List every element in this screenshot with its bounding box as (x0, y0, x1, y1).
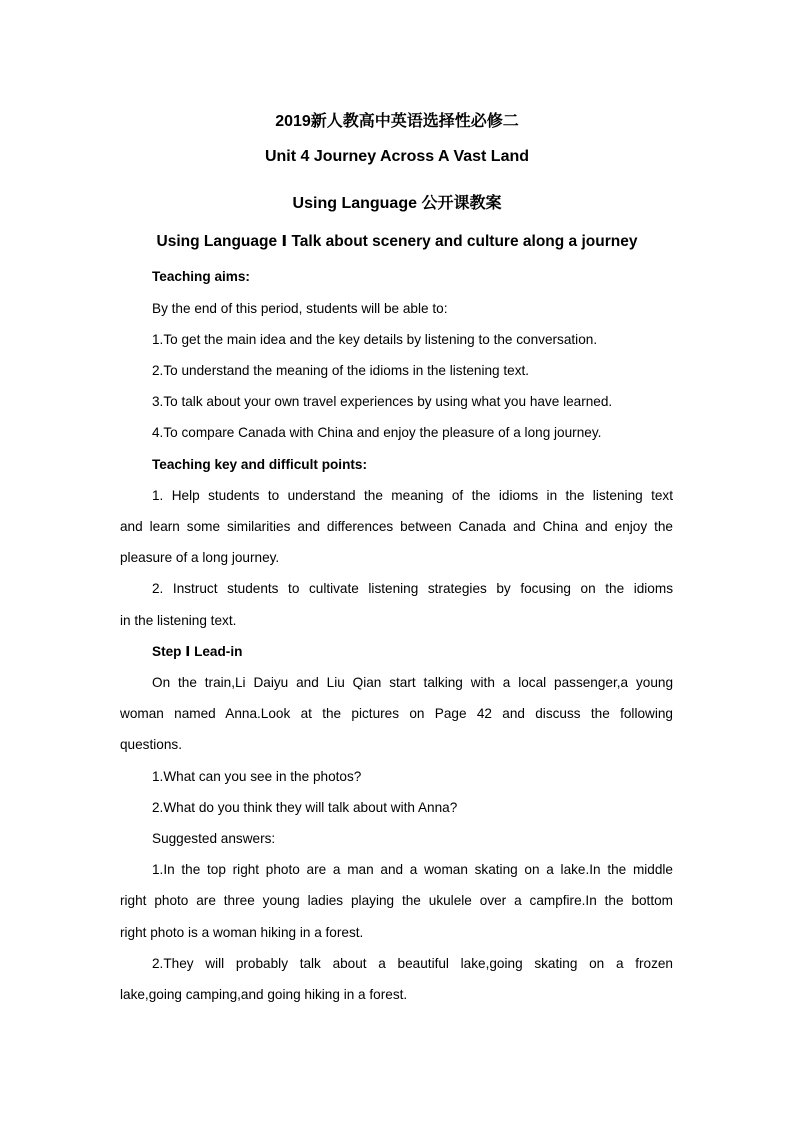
unit-title: Unit 4 Journey Across A Vast Land (264, 148, 530, 165)
key-point-line: and learn some similarities and differences between Canada and China and enjoy the (120, 519, 673, 534)
step1-paragraph-line: woman named Anna.Look at the pictures on Page 42 and discuss the following (120, 706, 673, 721)
answer-line: right photo are three young ladies playing the ukulele over a campfire.In the bottom (120, 893, 673, 908)
aim-item: 2.To understand the meaning of the idioms in the listening text. (152, 363, 530, 378)
key-point-line: in the listening text. (120, 613, 237, 628)
key-points-heading: Teaching key and difficult points: (152, 457, 367, 472)
answer-line: 2.They will probably talk about a beautiful lake,going skating on a frozen (152, 956, 673, 971)
question-item: 1.What can you see in the photos? (152, 769, 362, 784)
step1-paragraph-line: questions. (120, 737, 182, 752)
step1-paragraph-line: On the train,Li Daiyu and Liu Qian start talking with a local passenger,a young (152, 675, 673, 690)
answer-line: lake,going camping,and going hiking in a forest. (120, 987, 408, 1002)
teaching-aims-heading: Teaching aims: (152, 269, 250, 284)
key-point-line: pleasure of a long journey. (120, 550, 280, 565)
key-point-line: 1. Help students to understand the meaning of the idioms in the listening text (152, 488, 673, 503)
aim-item: 1.To get the main idea and the key details by listening to the conversation. (152, 332, 598, 347)
document-title: 2019新人教高中英语选择性必修二 (275, 113, 519, 130)
teaching-aims-intro: By the end of this period, students will be able to: (152, 301, 448, 316)
aim-item: 4.To compare Canada with China and enjoy the pleasure of a long journey. (152, 425, 602, 440)
answer-line: 1.In the top right photo are a man and a woman skating on a lake.In the middle (152, 862, 673, 877)
question-item: 2.What do you think they will talk about with Anna? (152, 800, 458, 815)
section-title: Using Language Ⅰ Talk about scenery and culture along a journey (156, 233, 638, 250)
suggested-answers-label: Suggested answers: (152, 831, 276, 846)
aim-item: 3.To talk about your own travel experiences by using what you have learned. (152, 394, 613, 409)
step1-heading: Step Ⅰ Lead-in (152, 644, 243, 659)
lesson-title: Using Language 公开课教案 (292, 195, 502, 212)
answer-line: right photo is a woman hiking in a forest. (120, 925, 364, 940)
key-point-line: 2. Instruct students to cultivate listening strategies by focusing on the idioms (152, 581, 673, 596)
